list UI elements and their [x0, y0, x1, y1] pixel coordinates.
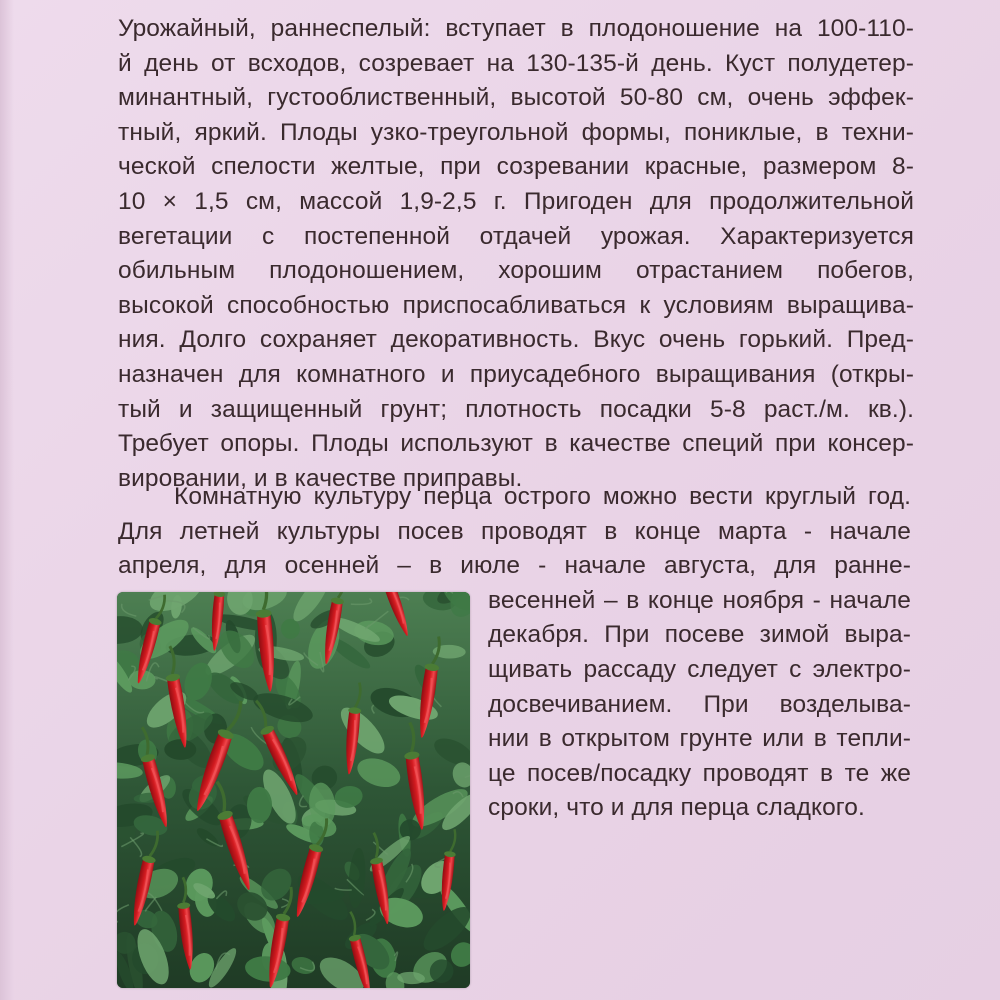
text-line: Комнатную культуру перца острого можно вести круглый год. — [174, 483, 911, 510]
text-line: досвечиванием. При возделыва- — [488, 690, 911, 718]
text-line: декабря. При посеве зимой выра- — [488, 621, 911, 649]
text-line: ческой спелости желтые, при созревании красные, размером 8- — [118, 153, 914, 181]
text-line: щивать рассаду следует с электро- — [488, 655, 911, 683]
text-line: 10 × 1,5 см, массой 1,9-2,5 г. Пригоден для продолжительной — [118, 187, 914, 215]
text-line: тый и защищенный грунт; плотность посадки 5-8 раст./м. кв.). — [118, 395, 914, 423]
text-line: Для летней культуры посев проводят в конце марта - начале — [118, 517, 911, 545]
text-line: апреля, для осенней – в июле - начале августа, для ранне- — [118, 552, 911, 580]
text-line: Требует опоры. Плоды используют в качестве специй при консер- — [118, 430, 914, 458]
chili-pepper-illustration — [117, 592, 470, 988]
text-line: минантный, густооблиственный, высотой 50-80 см, очень эффек- — [118, 84, 914, 112]
text-line: назначен для комнатного и приусадебного выращивания (откры- — [118, 360, 914, 388]
text-line: це посев/посадку проводят в те же — [488, 759, 911, 787]
text-line: нии в открытом грунте или в тепли- — [488, 725, 911, 753]
packet-edge-shadow — [0, 0, 14, 1000]
text-line: высокой способностью приспосабливаться к условиям выращива- — [118, 291, 914, 319]
text-line: обильным плодоношением, хорошим отрастанием побегов, — [118, 257, 914, 285]
chili-pepper-photo — [117, 592, 470, 988]
leaf — [247, 787, 272, 823]
text-line: весенней – в конце ноября - начале — [488, 586, 911, 614]
text-line: вировании, и в качестве приправы. — [118, 464, 523, 492]
text-line: ния. Долго сохраняет декоративность. Вкус очень горький. Пред- — [118, 326, 914, 354]
text-line: й день от всходов, созревает на 130-135-й день. Куст полудетер- — [118, 49, 914, 77]
text-line: Урожайный, раннеспелый: вступает в плодоношение на 100-110- — [118, 15, 914, 42]
text-line: сроки, что и для перца сладкого. — [488, 794, 865, 822]
text-line: тный, яркий. Плоды узко-треугольной формы, пониклые, в техни- — [118, 118, 914, 146]
text-line: вегетации с постепенной отдачей урожая. Характеризуется — [118, 222, 914, 250]
description-paragraph — [118, 12, 914, 496]
